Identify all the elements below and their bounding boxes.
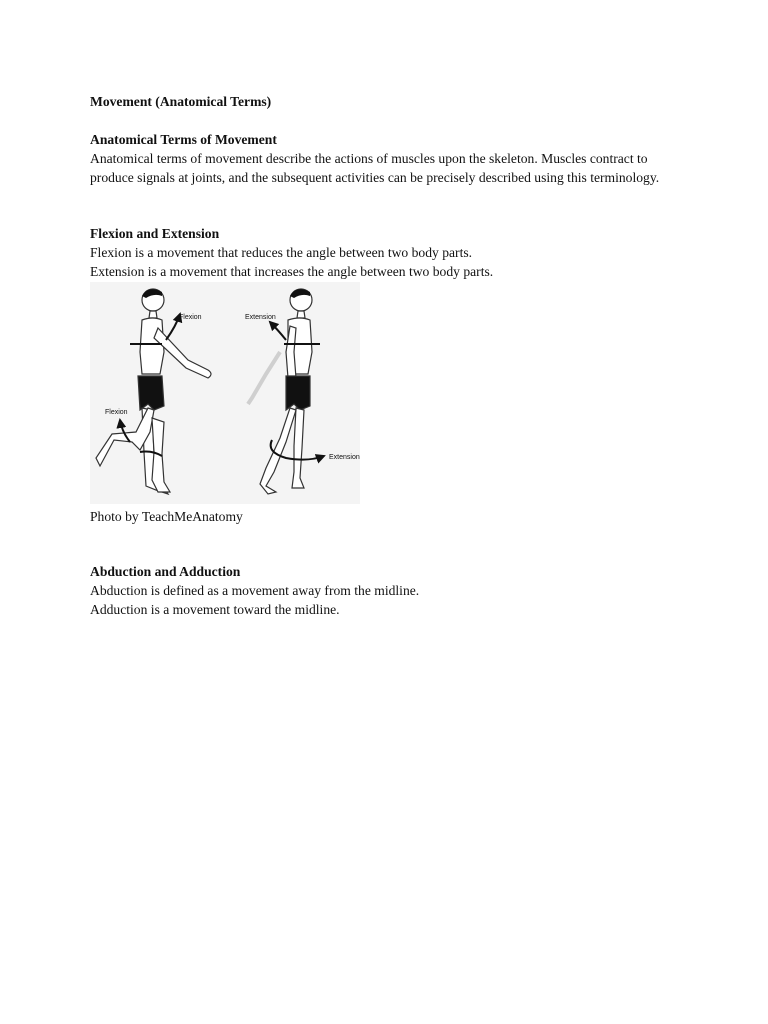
section-heading-abduction: Abduction and Adduction — [90, 564, 241, 579]
section-heading-terms: Anatomical Terms of Movement — [90, 132, 277, 147]
document-title: Movement (Anatomical Terms) — [90, 94, 272, 109]
paragraph-line: Flexion is a movement that reduces the angle between two body parts. — [90, 245, 473, 260]
paragraph-line: Abduction is defined as a movement away from the midline. — [90, 583, 420, 598]
label-flexion-leg: Flexion — [105, 409, 128, 416]
paragraph-line: Anatomical terms of movement describe the actions of muscles upon the skeleton. Muscles contract to — [90, 151, 648, 166]
label-extension-arm: Extension — [245, 314, 276, 321]
section-heading-flexion: Flexion and Extension — [90, 226, 220, 241]
paragraph-line: produce signals at joints, and the subsequent activities can be precisely described using this terminology. — [90, 170, 660, 185]
flexion-extension-figure — [90, 282, 360, 504]
paragraph-line: Extension is a movement that increases the angle between two body parts. — [90, 264, 494, 279]
figure-caption: Photo by TeachMeAnatomy — [90, 509, 243, 524]
label-extension-leg: Extension — [329, 454, 360, 461]
paragraph-line: Adduction is a movement toward the midline. — [90, 602, 340, 617]
label-flexion-arm: Flexion — [179, 314, 202, 321]
